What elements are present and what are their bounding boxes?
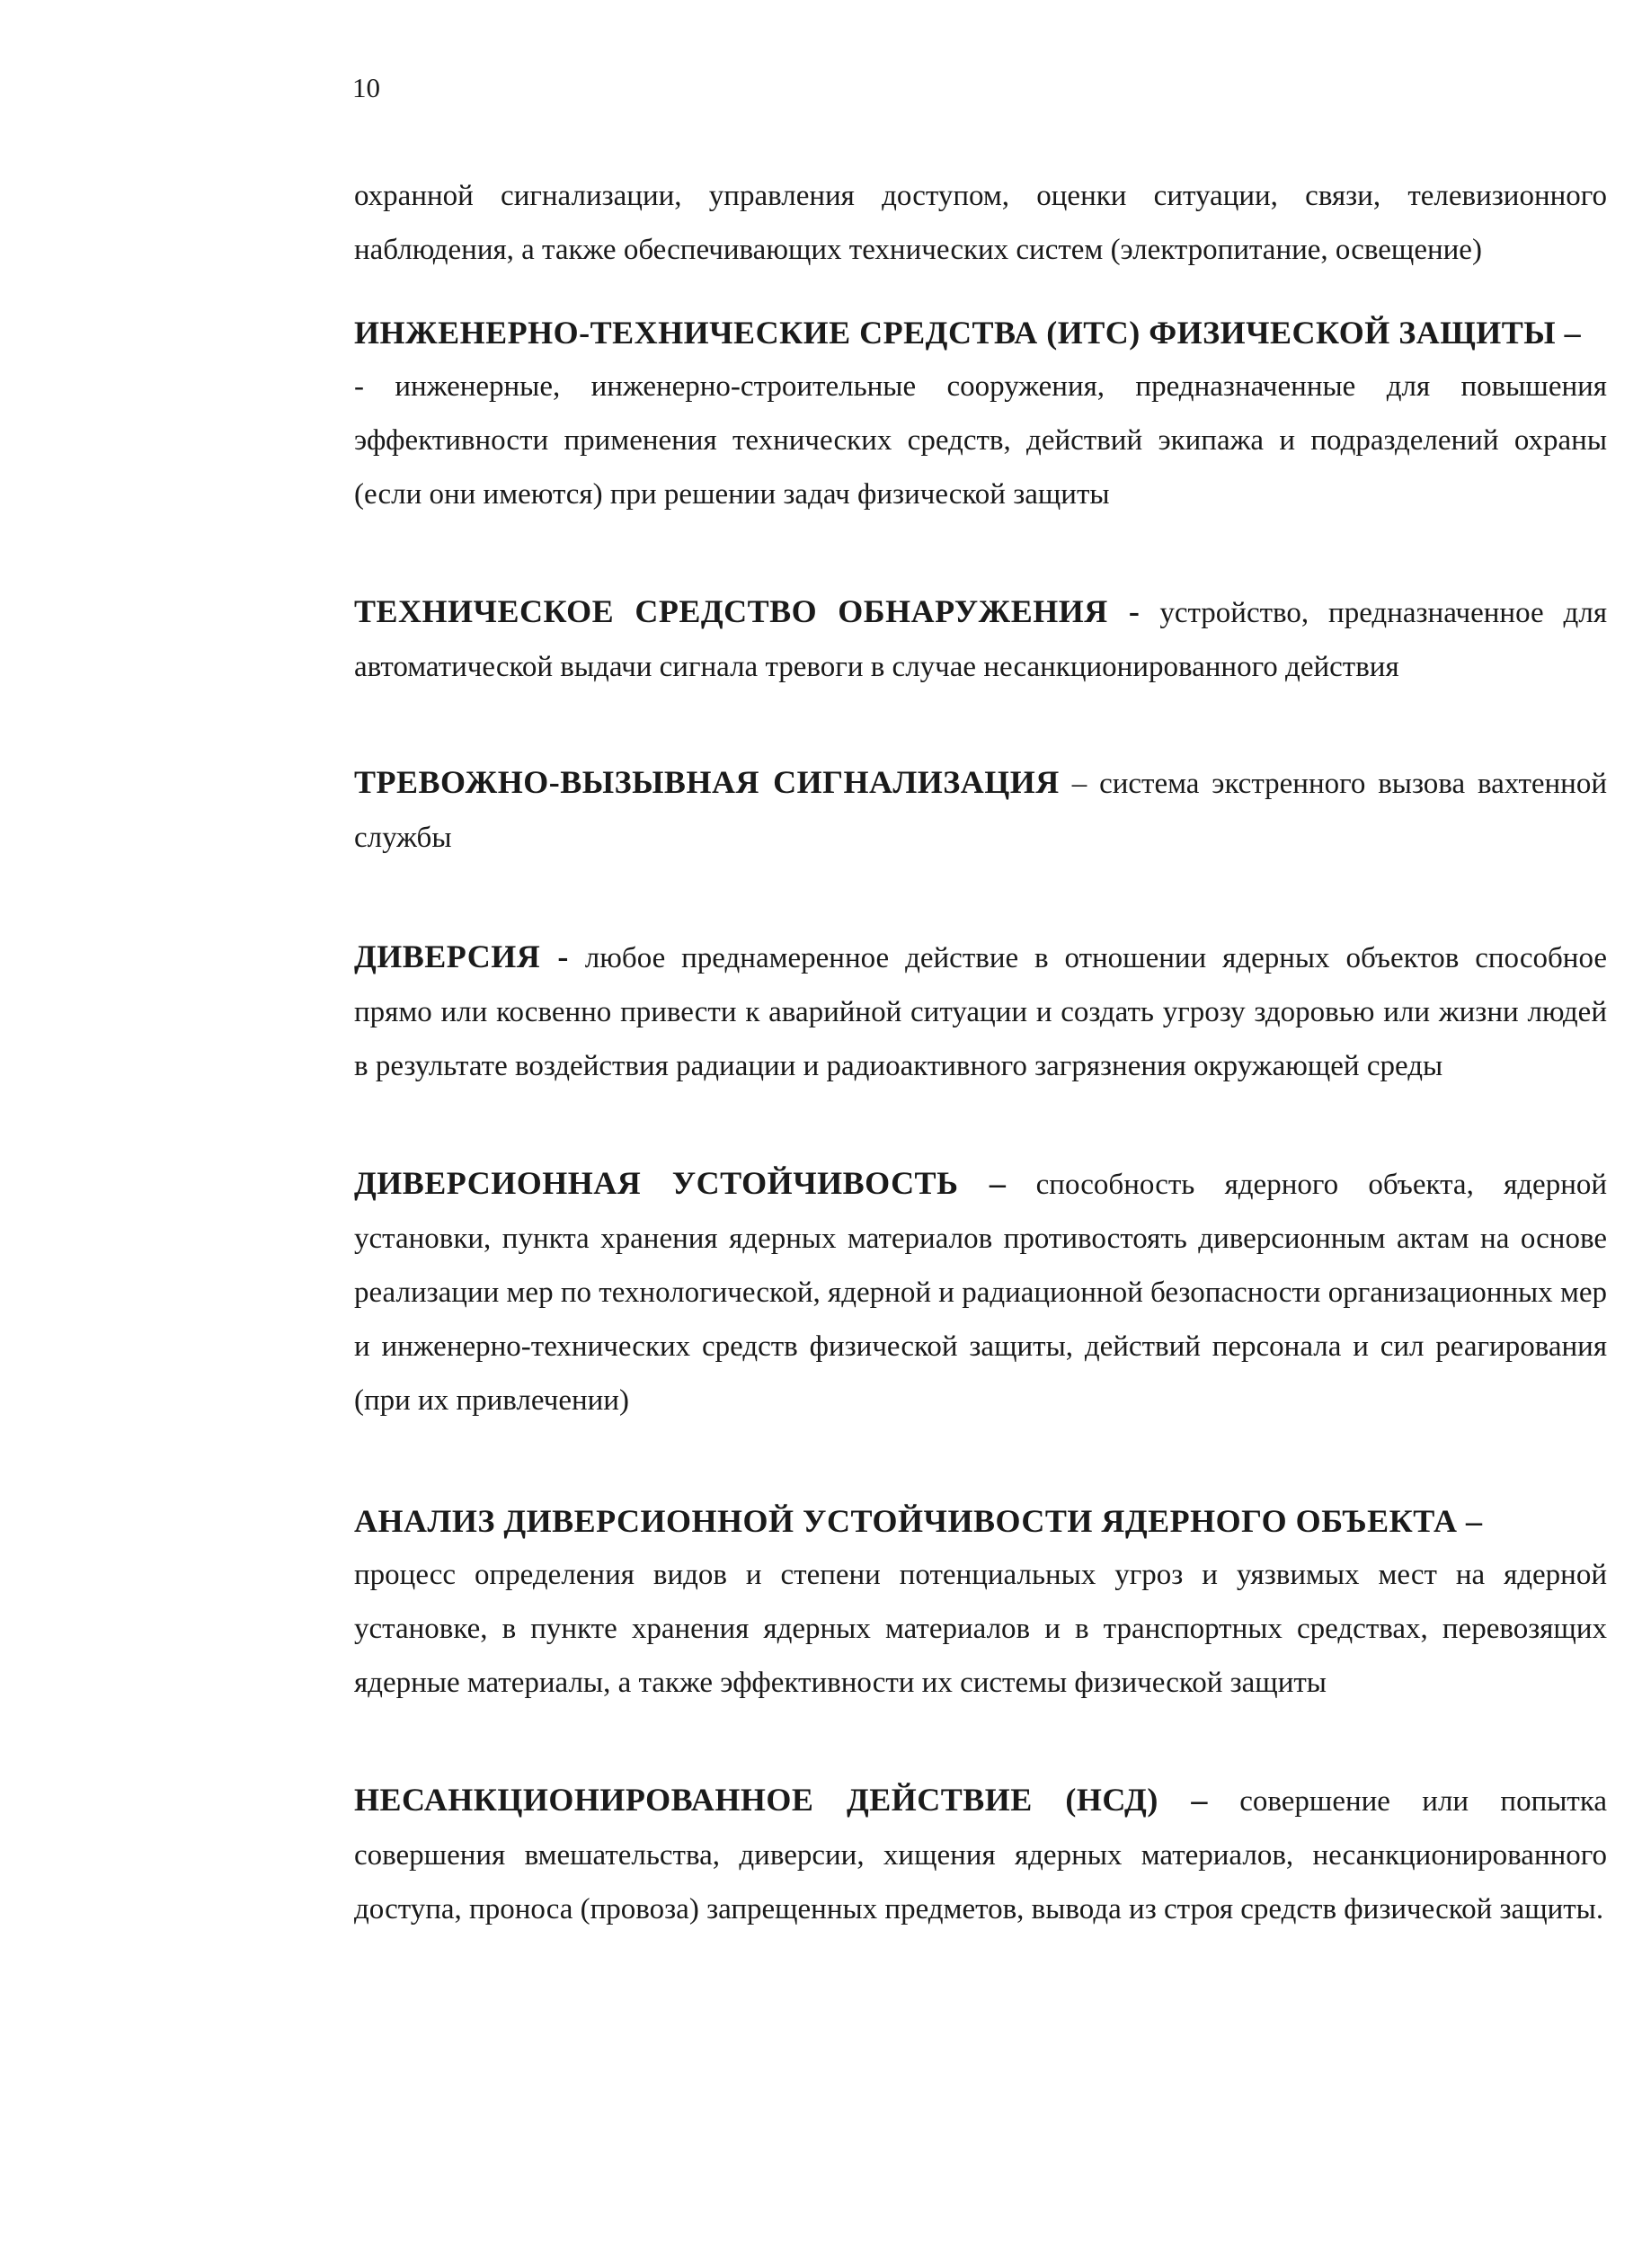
entry-term: ТРЕВОЖНО-ВЫЗЫВНАЯ СИГНАЛИЗАЦИЯ bbox=[354, 764, 1060, 800]
entry-definition: устройство, предназначенное для автоматической выдачи сигнала тревоги в случае несанкционированного действия bbox=[354, 597, 1607, 683]
entry-term: ДИВЕРСИЯ - bbox=[354, 938, 569, 974]
entry-detection-device bbox=[354, 584, 1607, 694]
entry-its-physical-protection bbox=[354, 306, 1607, 521]
entry-term: ДИВЕРСИОННАЯ УСТОЙЧИВОСТЬ – bbox=[354, 1165, 1007, 1201]
entry-alarm-call-system bbox=[354, 755, 1607, 865]
entry-definition: любое преднамеренное действие в отношении ядерных объектов способное прямо или косвенно привести к аварийной ситуации и создать угрозу здоровью или жизни людей в результате воздействия радиации и радиоактивного загрязнения окружающей среды bbox=[354, 942, 1607, 1082]
entry-definition: процесс определения видов и степени потенциальных угроз и уязвимых мест на ядерной установке, в пункте хранения ядерных материалов и в транспортных средствах, перевозящих ядерные материалы, а также эффективности их системы физической защиты bbox=[354, 1559, 1607, 1699]
intro-paragraph bbox=[354, 169, 1607, 277]
entry-term: АНАЛИЗ ДИВЕРСИОННОЙ УСТОЙЧИВОСТИ ЯДЕРНОГО ОБЪЕКТА – bbox=[354, 1503, 1483, 1539]
entry-term: НЕСАНКЦИОНИРОВАННОЕ ДЕЙСТВИЕ (НСД) – bbox=[354, 1782, 1208, 1818]
entry-sabotage-resistance-analysis bbox=[354, 1494, 1607, 1710]
entry-definition: совершение или попытка совершения вмешательства, диверсии, хищения ядерных материалов, несанкционированного доступа, проноса (провоза) запрещенных предметов, вывода из строя средств физической защиты. bbox=[354, 1785, 1608, 1926]
page-number: 10 bbox=[352, 72, 380, 103]
entry-term: ТЕХНИЧЕСКОЕ СРЕДСТВО ОБНАРУЖЕНИЯ - bbox=[354, 593, 1141, 629]
entry-definition: способность ядерного объекта, ядерной установки, пункта хранения ядерных материалов противостоять диверсионным актам на основе реализации мер по технологической, ядерной и радиационной безопасности организационных мер и инженерно-технических средств физической защиты, действий персонала и сил реагирования (при их привлечении) bbox=[354, 1169, 1608, 1417]
entry-definition: – система экстренного вызова вахтенной службы bbox=[354, 768, 1607, 854]
intro-text: охранной сигнализации, управления доступом, оценки ситуации, связи, телевизионного наблюдения, а также обеспечивающих технических систем (электропитание, освещение) bbox=[354, 180, 1607, 266]
entry-sabotage-resistance bbox=[354, 1156, 1607, 1428]
entry-unauthorized-action bbox=[354, 1773, 1607, 1936]
entry-definition: - инженерные, инженерно-строительные сооружения, предназначенные для повышения эффективности применения технических средств, действий экипажа и подразделений охраны (если они имеются) при решении задач физической защиты bbox=[354, 370, 1607, 511]
entry-term: ИНЖЕНЕРНО-ТЕХНИЧЕСКИЕ СРЕДСТВА (ИТС) ФИЗИЧЕСКОЙ ЗАЩИТЫ – bbox=[354, 315, 1582, 351]
entry-sabotage bbox=[354, 929, 1607, 1093]
page-content bbox=[354, 169, 1607, 1936]
